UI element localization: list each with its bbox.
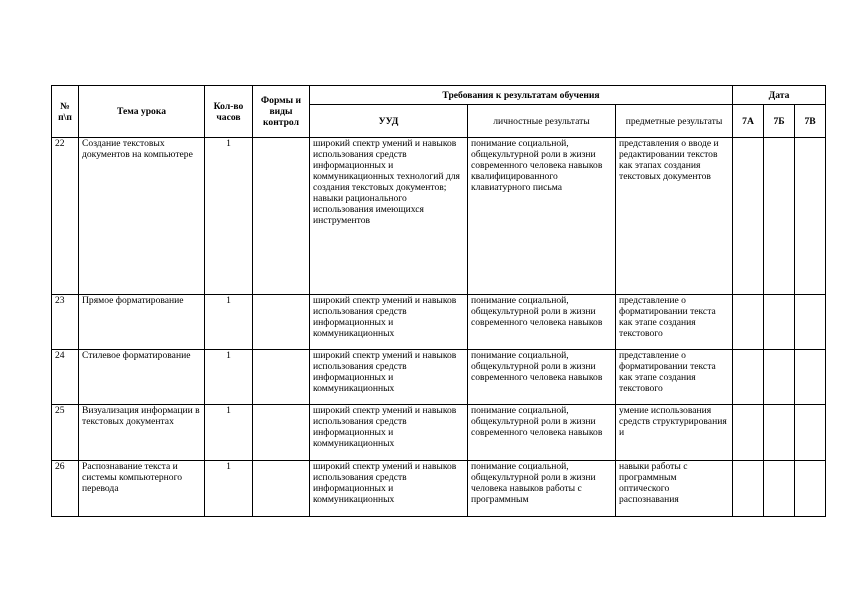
- date-7b-cell: [764, 405, 795, 461]
- lesson-subject: навыки работы с программным оптического распознавания: [619, 461, 688, 505]
- date-7a-cell: [733, 405, 764, 461]
- table-row: [52, 350, 826, 405]
- header-requirements: Требования к результатам обучения: [310, 86, 733, 105]
- date-7v-cell: [795, 138, 826, 295]
- lesson-personal: понимание социальной, общекультурной роли в жизни современного человека навыков: [471, 350, 603, 383]
- lesson-personal: понимание социальной, общекультурной роли в жизни современного человека навыков: [471, 405, 603, 438]
- date-7v-cell: [795, 295, 826, 350]
- date-7a-cell: [733, 138, 764, 295]
- lesson-subject: представления о вводе и редактировании текстов как этапах создания текстовых документов: [619, 138, 719, 182]
- header-hours: Кол-во часов: [205, 86, 253, 138]
- lesson-uud: широкий спектр умений и навыков использования средств информационных и коммуникационных: [313, 461, 457, 505]
- lesson-uud: широкий спектр умений и навыков использования средств информационных и коммуникационных: [313, 295, 457, 339]
- date-7b-cell: [764, 350, 795, 405]
- lesson-personal: понимание социальной, общекультурной роли в жизни современного человека навыков: [471, 295, 603, 328]
- lesson-subject: представление о форматировании текста как этапе создания текстового: [619, 350, 716, 394]
- date-7a-cell: [733, 461, 764, 517]
- date-7v-cell: [795, 461, 826, 517]
- date-7a-cell: [733, 295, 764, 350]
- lesson-hours: 1: [226, 138, 231, 149]
- lesson-personal: понимание социальной, общекультурной роли в жизни человека навыков работы с программным: [471, 461, 596, 505]
- lesson-hours: 1: [226, 295, 231, 306]
- lesson-number: 26: [55, 461, 65, 472]
- lesson-topic: Создание текстовых документов на компьютере: [82, 138, 193, 160]
- header-num: № п\п: [52, 86, 79, 138]
- header-topic: Тема урока: [79, 86, 205, 138]
- header-row-1: [52, 86, 826, 105]
- lesson-uud: широкий спектр умений и навыков использования средств информационных и коммуникационных технологий для создания текстовых документов; навыки рационального использования имеющихся инструментов: [313, 138, 460, 226]
- lesson-topic: Визуализация информации в текстовых документах: [82, 405, 200, 427]
- header-class-7v: 7В: [795, 105, 826, 138]
- lesson-hours: 1: [226, 405, 231, 416]
- lesson-number: 23: [55, 295, 65, 306]
- lesson-number: 25: [55, 405, 65, 416]
- date-7v-cell: [795, 405, 826, 461]
- lesson-uud: широкий спектр умений и навыков использования средств информационных и коммуникационных: [313, 405, 457, 449]
- lesson-uud: широкий спектр умений и навыков использования средств информационных и коммуникационных: [313, 350, 457, 394]
- lesson-subject: представление о форматировании текста как этапе создания текстового: [619, 295, 716, 339]
- header-uud: УУД: [310, 105, 468, 138]
- lesson-hours: 1: [226, 461, 231, 472]
- date-7b-cell: [764, 461, 795, 517]
- table-row: [52, 405, 826, 461]
- header-class-7b: 7Б: [764, 105, 795, 138]
- header-personal: личностные результаты: [468, 105, 616, 138]
- header-date: Дата: [733, 86, 826, 105]
- lesson-subject: умение использования средств структурирования и: [619, 405, 727, 438]
- lesson-topic: Прямое форматирование: [82, 295, 184, 306]
- table-row: [52, 138, 826, 295]
- lesson-number: 22: [55, 138, 65, 149]
- table-row: [52, 461, 826, 517]
- header-subject: предметные результаты: [616, 105, 733, 138]
- lesson-topic: Распознавание текста и системы компьютерного перевода: [82, 461, 183, 494]
- header-class-7a: 7А: [733, 105, 764, 138]
- lesson-personal: понимание социальной, общекультурной роли в жизни современного человека навыков квалифицированного клавиатурного письма: [471, 138, 603, 193]
- lesson-number: 24: [55, 350, 65, 361]
- table-row: [52, 295, 826, 350]
- date-7b-cell: [764, 138, 795, 295]
- lesson-plan-table: [51, 85, 826, 517]
- date-7b-cell: [764, 295, 795, 350]
- lesson-topic: Стилевое форматирование: [82, 350, 191, 361]
- date-7v-cell: [795, 350, 826, 405]
- lesson-hours: 1: [226, 350, 231, 361]
- header-forms: Формы и виды контрол: [253, 86, 310, 138]
- date-7a-cell: [733, 350, 764, 405]
